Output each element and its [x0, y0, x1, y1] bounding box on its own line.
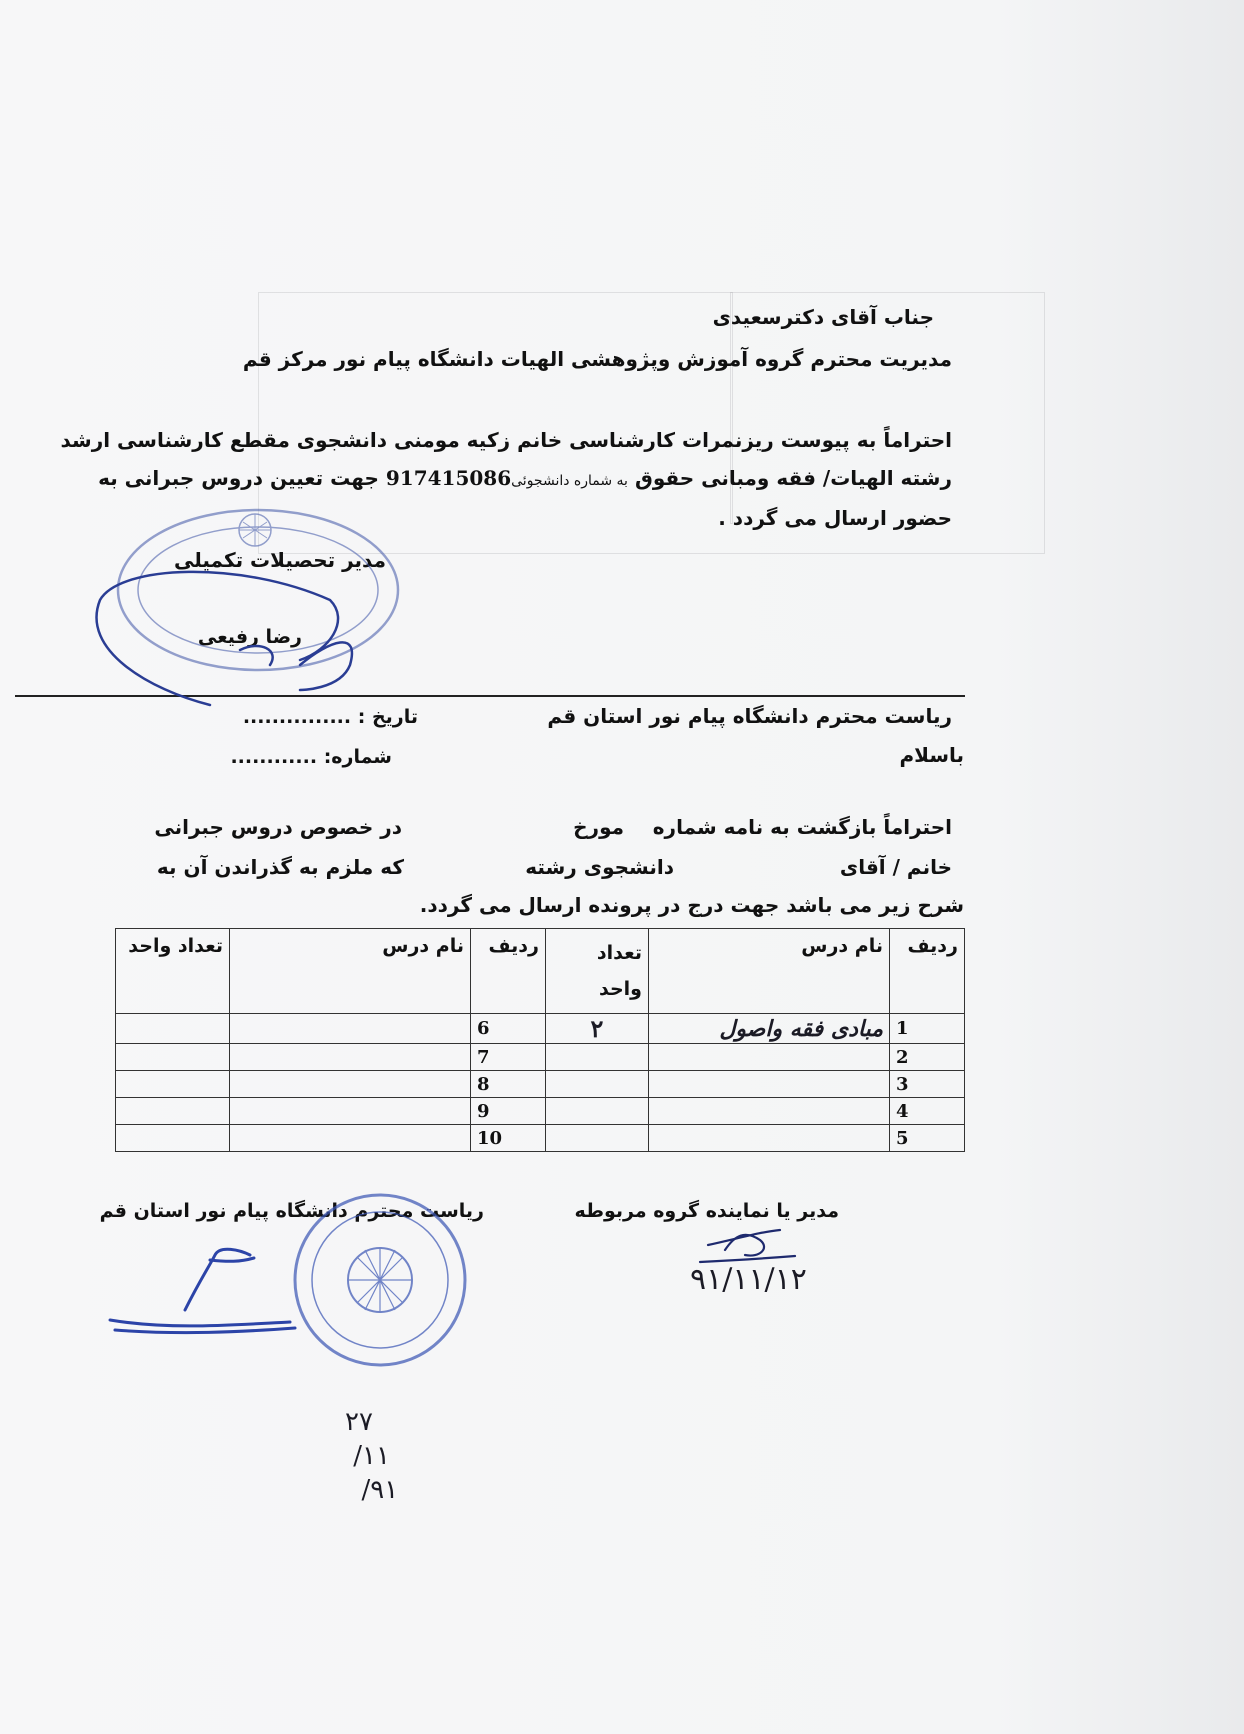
table-row: 1 مبادی فقه واصول ۲ 6 [116, 1014, 965, 1044]
course-name-handwritten: مبادی فقه واصول [649, 1014, 890, 1044]
obligation-line: که ملزم به گذراندن آن به [156, 855, 404, 879]
col-course-name-2: نام درس [230, 929, 471, 1014]
table-row: 5 10 [116, 1125, 965, 1152]
regarding-label: در خصوص دروس جبرانی [154, 815, 402, 839]
col-units-2: تعداد واحد [116, 929, 230, 1014]
lower-left-signature [110, 1249, 295, 1332]
instruction-line: شرح زیر می باشد جهت درج در پرونده ارسال می گردد. [419, 893, 964, 917]
student-number-label: به شماره دانشجوئی [511, 473, 628, 489]
number-label: شماره: [323, 746, 392, 768]
table-row: 3 8 [116, 1071, 965, 1098]
student-of-field: دانشجوی رشته [525, 855, 674, 879]
col-units: تعداد واحد [546, 929, 649, 1014]
recipient-title: مدیریت محترم گروه آموزش وپژوهشی الهیات دانشگاه پیام نور مرکز قم [242, 347, 952, 371]
group-manager-label: مدیر یا نماینده گروه مربوطه [574, 1200, 839, 1222]
number-dots: ............ [230, 746, 318, 768]
addressee-line: جناب آقای دکترسعیدی [712, 305, 934, 329]
reference-line: احتراماً بازگشت به نامه شماره [652, 815, 952, 839]
signer-name: رضا رفیعی [197, 626, 302, 648]
body-line-3: حضور ارسال می گردد . [718, 506, 952, 530]
table-row: 2 7 [116, 1044, 965, 1071]
col-row: ردیف [890, 929, 965, 1014]
body-line-1: احتراماً به پیوست ریزنمرات کارشناسی خانم زکیه مومنی دانشجوی مقطع کارشناسی ارشد [60, 428, 952, 452]
col-row-2: ردیف [471, 929, 546, 1014]
university-head-label: ریاست محترم دانشگاه پیام نور استان قم [99, 1200, 484, 1222]
upper-signature [97, 572, 352, 705]
signer-title: مدیر تحصیلات تکمیلی [173, 548, 386, 572]
university-stamp-lower [295, 1195, 465, 1365]
group-manager-signature [700, 1230, 795, 1262]
col-course-name: نام درس [649, 929, 890, 1014]
body-line-2-end: جهت تعیین دروس جبرانی به [98, 466, 379, 490]
dated-label: مورخ [573, 815, 624, 839]
date-dots: ............... [242, 706, 352, 728]
units-handwritten: ۲ [546, 1014, 649, 1044]
handwritten-date: ۹۱/۱۱/۱۲ [690, 1262, 807, 1297]
second-recipient: ریاست محترم دانشگاه پیام نور استان قم [547, 704, 952, 728]
addressee-gender: خانم / آقای [839, 855, 952, 879]
body-line-2-start: رشته الهیات/ فقه ومبانی حقوق [634, 466, 952, 490]
table-row: 4 9 [116, 1098, 965, 1125]
greeting: باسلام [899, 743, 964, 767]
date-label: تاریخ : [357, 706, 418, 728]
handwritten-date-2: ۲۷ /۱۱ /۹۱ [345, 1407, 399, 1505]
student-number: 917415086 [385, 466, 512, 490]
